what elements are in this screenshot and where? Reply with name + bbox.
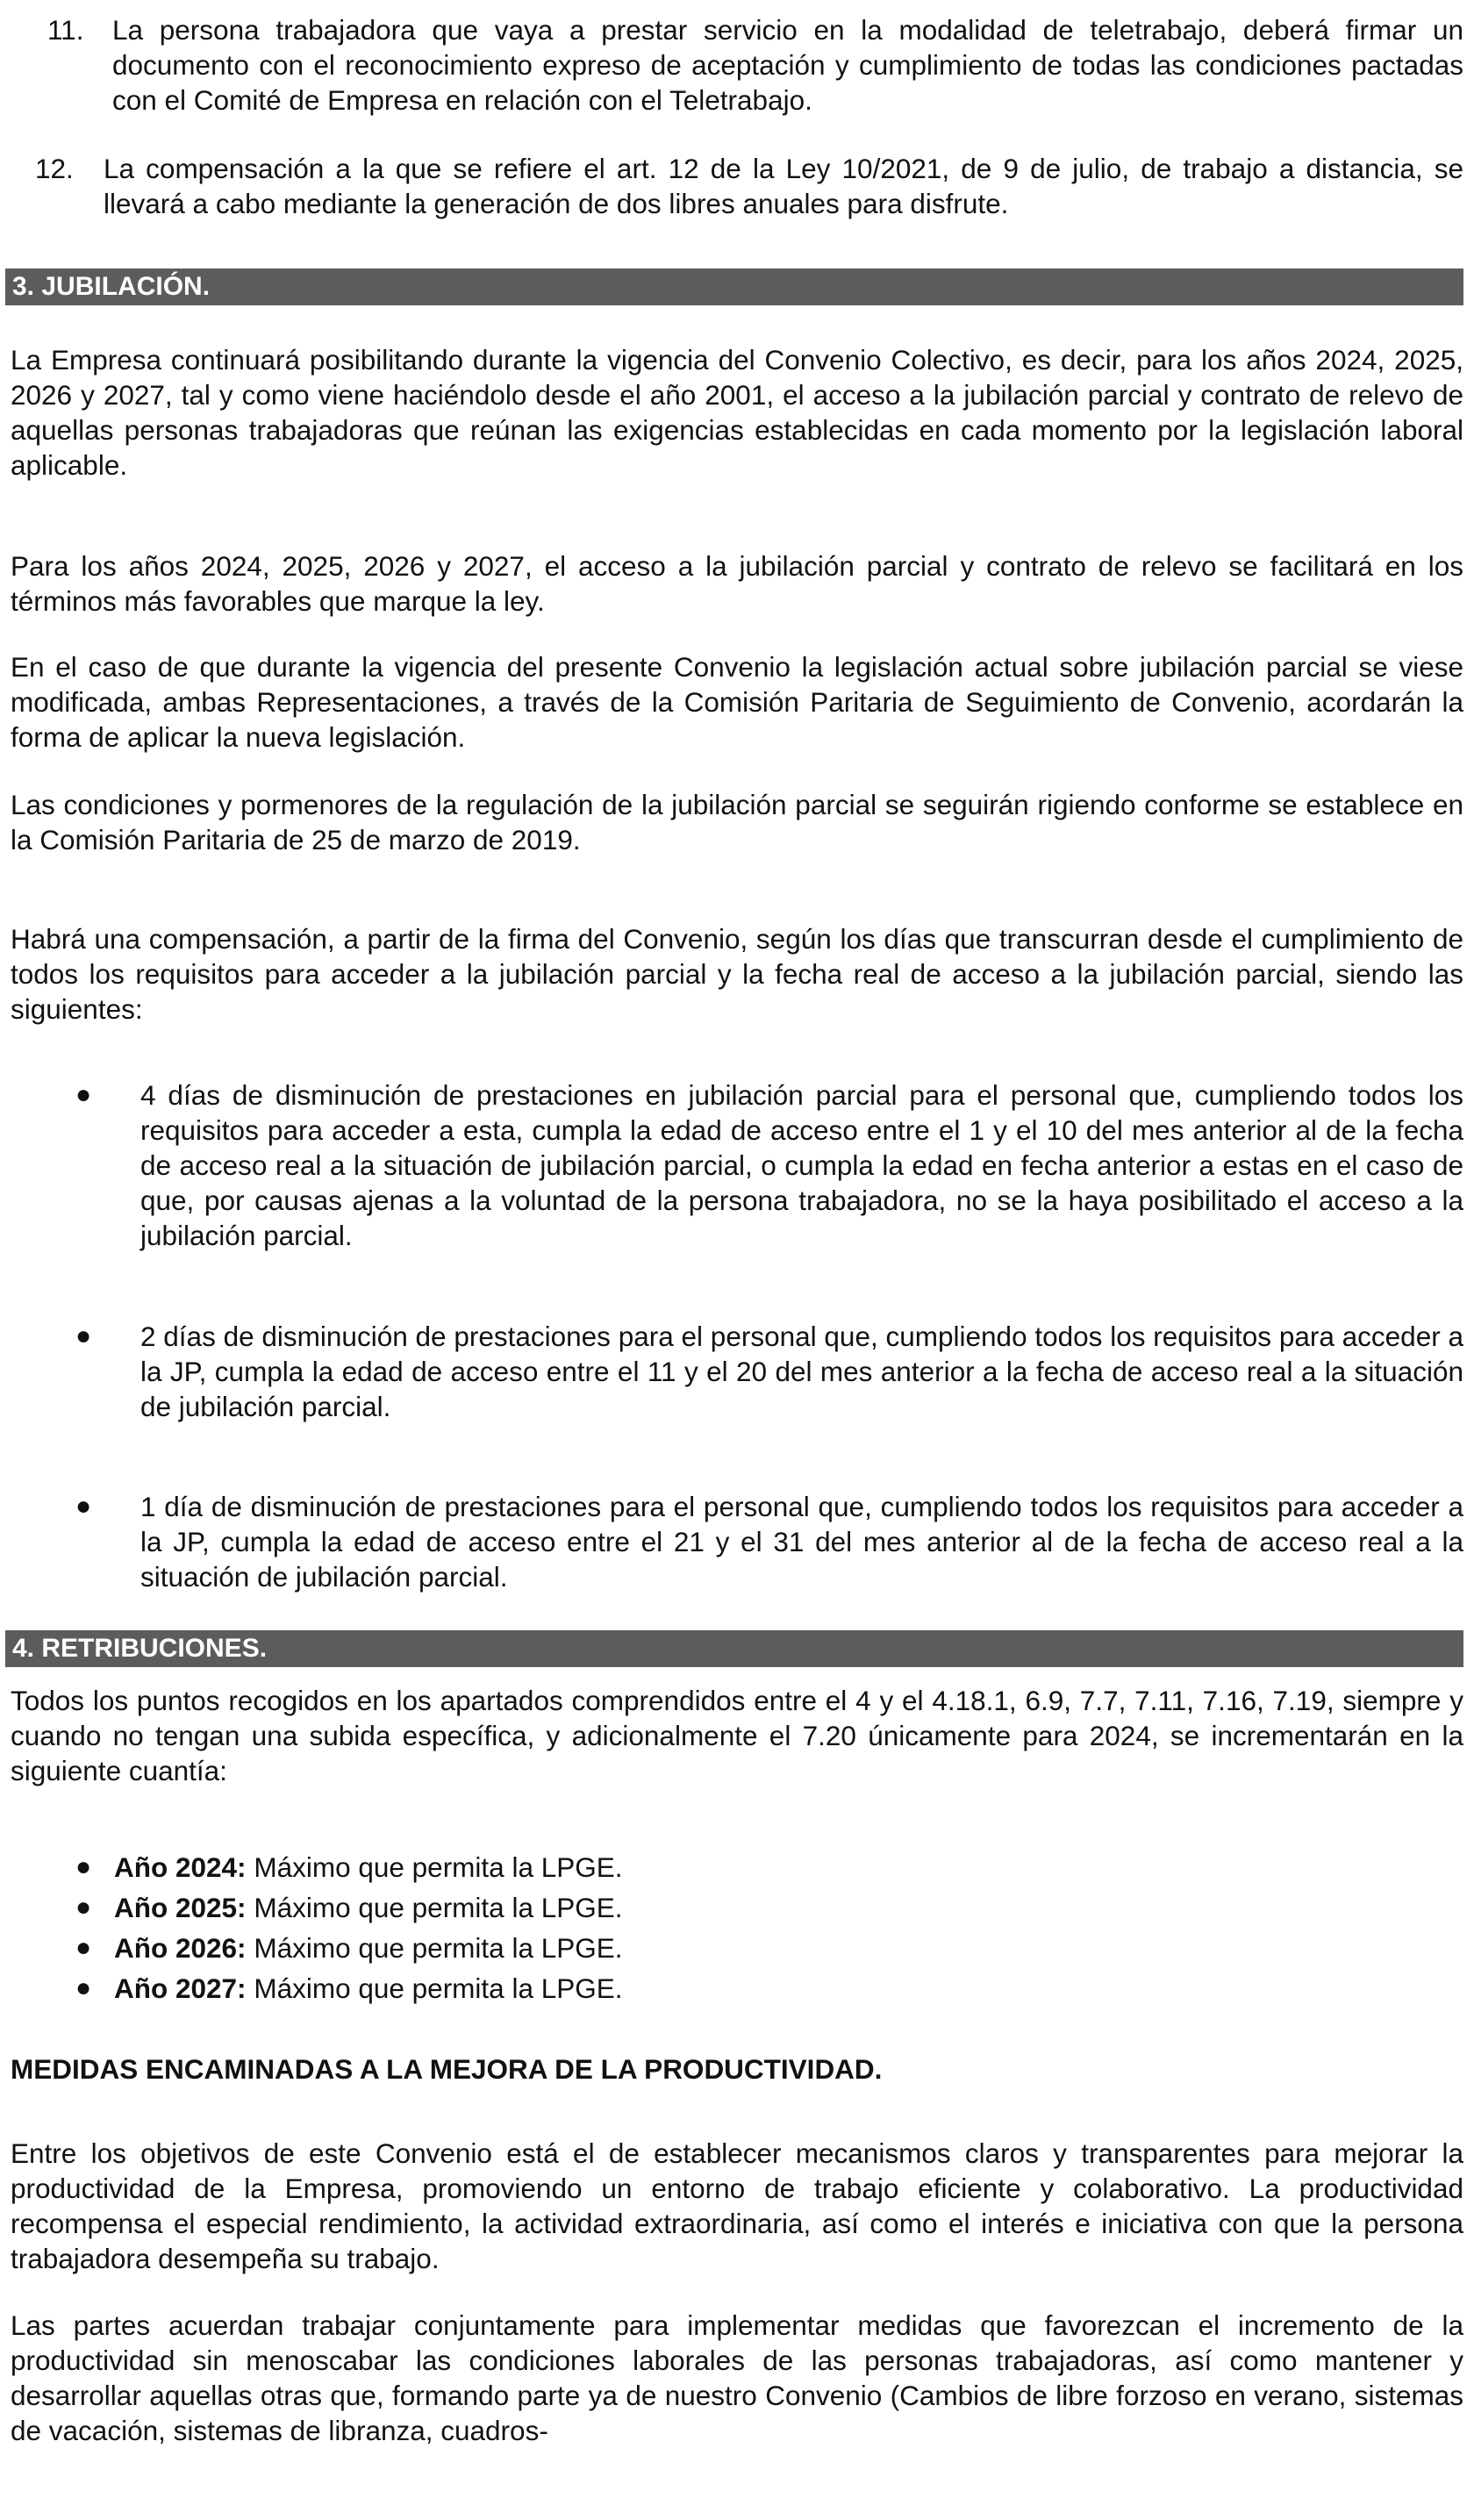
year-label: Año 2025: (114, 1892, 247, 1923)
paragraph: Las partes acuerdan trabajar conjuntamente para implementar medidas que favorezcan el incremento de la productividad sin menoscabar las condiciones laborales de las personas trabajadoras, así como mantener y desarrollar aquellas otras que, formando parte ya de nuestro Convenio (Cambios de libre forzoso en verano, sistemas de vacación, sistemas de libranza, cuadros- (11, 2309, 1463, 2446)
year-row-2026 (0, 1930, 1463, 1971)
item-number: 11. (47, 14, 84, 46)
year-label: Año 2027: (114, 1972, 247, 2004)
paragraph: Habrá una compensación, a partir de la firma del Convenio, según los días que transcurran desde el cumplimiento de todos los requisitos para acceder a la jubilación parcial y la fecha real de acceso a la jubilación parcial, siendo las siguientes: (11, 923, 1463, 1025)
paragraph: La Empresa continuará posibilitando durante la vigencia del Convenio Colectivo, es decir, para los años 2024, 2025, 2026 y 2027, tal y como viene haciéndolo desde el año 2001, el acceso a la jubilación parcial y contrato de relevo de aquellas personas trabajadoras que reúnan las exigencias establecidas en cada momento por la legislación laboral aplicable. (11, 344, 1463, 481)
bullet-icon: ● (75, 1080, 92, 1109)
bullet-text: 2 días de disminución de prestaciones para el personal que, cumpliendo todos los requisitos para acceder a la JP, cumpla la edad de acceso entre el 11 y el 20 del mes anterior a la fecha de acceso real a la situación de jubilación parcial. (140, 1321, 1463, 1422)
year-row-2025 (0, 1890, 1463, 1930)
bullet-text: 4 días de disminución de prestaciones en jubilación parcial para el personal que, cumpliendo todos los requisitos para acceder a esta, cumpla la edad de acceso entre el 1 y el 10 del mes anterior al de la fecha de acceso real a la situación de jubilación parcial, o cumpla la edad en fecha anterior a estas en el caso de que, por causas ajenas a la voluntad de la persona trabajadora, no se la haya posibilitado el acceso a la jubilación parcial. (140, 1079, 1463, 1251)
bullet-text: 1 día de disminución de prestaciones para el personal que, cumpliendo todos los requisitos para acceder a la JP, cumpla la edad de acceso entre el 21 y el 31 del mes anterior al de la fecha de acceso real a la situación de jubilación parcial. (140, 1491, 1463, 1593)
section-header-jubilacion: 3. JUBILACIÓN. (5, 268, 1463, 305)
bullet-icon: ● (75, 1492, 92, 1521)
paragraph: Las condiciones y pormenores de la regulación de la jubilación parcial se seguirán rigiendo conforme se establece en la Comisión Paritaria de 25 de marzo de 2019. (11, 789, 1463, 856)
section-header-retribuciones: 4. RETRIBUCIONES. (5, 1630, 1463, 1667)
year-label: Año 2024: (114, 1851, 247, 1883)
paragraph: Todos los puntos recogidos en los apartados comprendidos entre el 4 y el 4.18.1, 6.9, 7.7, 7.11, 7.16, 7.19, siempre y cuando no tengan una subida específica, y adicionalmente el 7.20 únicamente para 2024, se incrementarán en la siguiente cuantía: (11, 1685, 1463, 1786)
year-row-2024 (0, 1850, 1463, 1890)
item-text: La persona trabajadora que vaya a prestar servicio en la modalidad de teletrabajo, deberá firmar un documento con el reconocimiento expreso de aceptación y cumplimiento de todas las condiciones pactadas con el Comité de Empresa en relación con el Teletrabajo. (112, 14, 1463, 116)
paragraph: Para los años 2024, 2025, 2026 y 2027, el acceso a la jubilación parcial y contrato de relevo se facilitará en los términos más favorables que marque la ley. (11, 550, 1463, 617)
bullet-icon: ● (75, 1852, 92, 1881)
year-list (0, 1850, 1463, 2011)
item-number: 12. (35, 153, 74, 184)
year-row-2027 (0, 1971, 1463, 2011)
year-value: Máximo que permita la LPGE. (254, 1851, 623, 1883)
year-value: Máximo que permita la LPGE. (254, 1972, 623, 2004)
bullet-icon: ● (75, 1973, 92, 2002)
bullet-icon: ● (75, 1321, 92, 1350)
year-value: Máximo que permita la LPGE. (254, 1892, 623, 1923)
bullet-icon: ● (75, 1933, 92, 1962)
bullet-icon: ● (75, 1893, 92, 1922)
item-text: La compensación a la que se refiere el art. 12 de la Ley 10/2021, de 9 de julio, de trabajo a distancia, se llevará a cabo mediante la generación de dos libres anuales para disfrute. (104, 153, 1463, 219)
paragraph: En el caso de que durante la vigencia del presente Convenio la legislación actual sobre jubilación parcial se viese modificada, ambas Representaciones, a través de la Comisión Paritaria de Seguimiento de Convenio, acordarán la forma de aplicar la nueva legislación. (11, 651, 1463, 753)
paragraph: Entre los objetivos de este Convenio está el de establecer mecanismos claros y transparentes para mejorar la productividad de la Empresa, promoviendo un entorno de trabajo eficiente y colaborativo. La productividad recompensa el especial rendimiento, la actividad extraordinaria, así como el interés e iniciativa con que la persona trabajadora desempeña su trabajo. (11, 2137, 1463, 2274)
subheading-productividad: MEDIDAS ENCAMINADAS A LA MEJORA DE LA PRODUCTIVIDAD. (11, 2053, 883, 2085)
year-label: Año 2026: (114, 1932, 247, 1964)
year-value: Máximo que permita la LPGE. (254, 1932, 623, 1964)
